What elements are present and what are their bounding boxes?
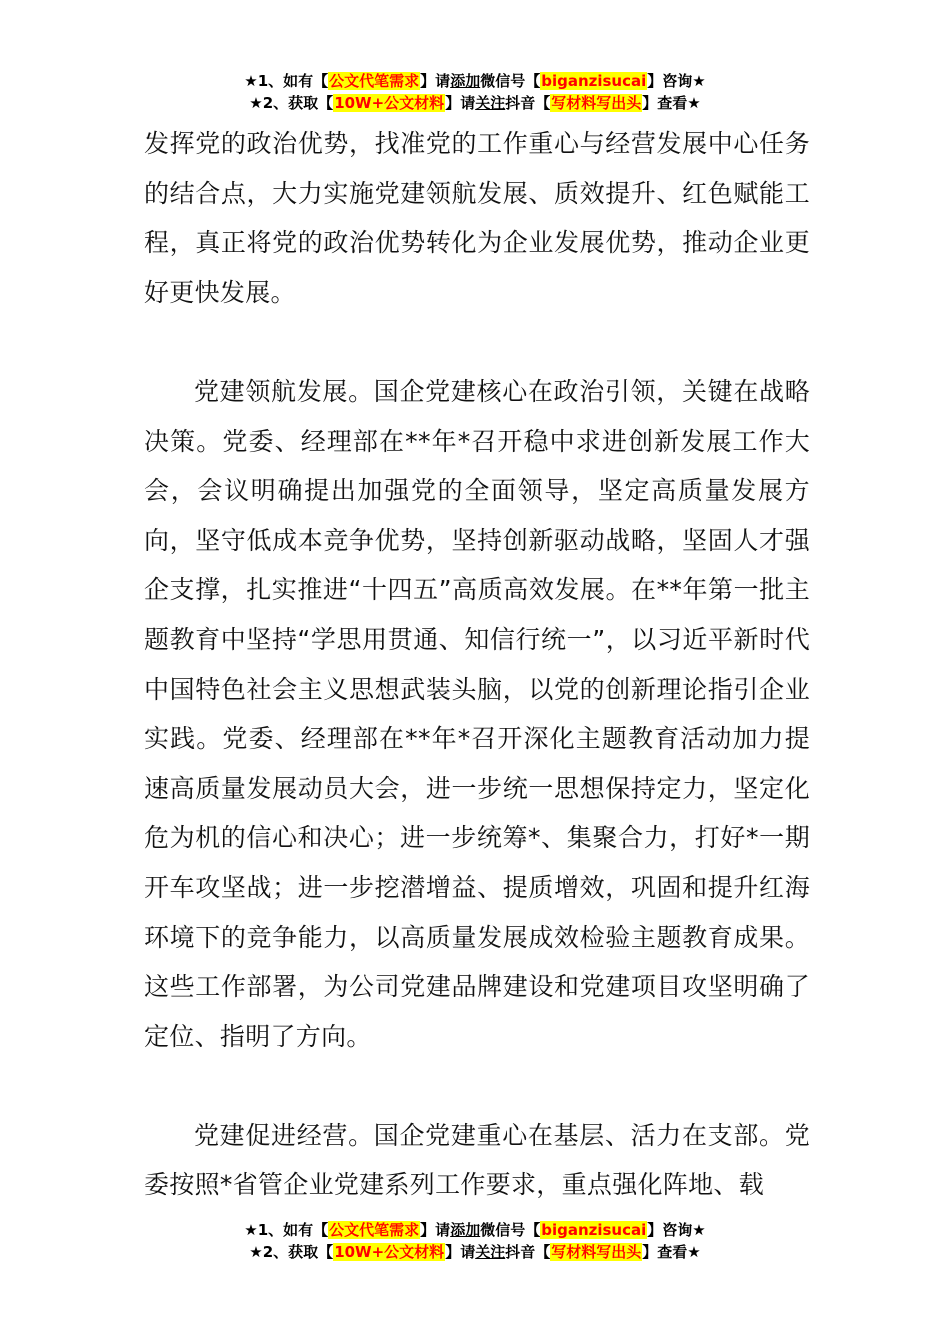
promo-highlight-ghostwriting: 公文代笔需求 xyxy=(329,72,420,90)
paragraph-gap xyxy=(144,1061,810,1111)
promo-line-1: ★1、如有【公文代笔需求】请添加微信号【biganzisucai】咨询★ xyxy=(244,72,706,90)
promo-line-1: ★1、如有【公文代笔需求】请添加微信号【biganzisucai】咨询★ xyxy=(244,1221,706,1239)
top-promo-banner xyxy=(0,70,950,114)
promo-highlight-douyin-id: 写材料写出头 xyxy=(551,94,642,112)
promo-highlight-wechat-id: biganzisucai xyxy=(541,72,647,90)
promo-highlight-wechat-id: biganzisucai xyxy=(541,1221,647,1239)
promo-highlight-materials: 10W+公文材料 xyxy=(334,1243,445,1261)
bottom-promo-banner xyxy=(0,1219,950,1263)
paragraph-gap xyxy=(144,317,810,367)
paragraph-party-leads-development: 党建领航发展。国企党建核心在政治引领，关键在战略决策。党委、经理部在**年*召开稳中求进创新发展工作大会，会议明确提出加强党的全面领导，坚定高质量发展方向，坚守低成本竞争优势，坚持创新驱动战略，坚固人才强企支撑，扎实推进“十四五”高质高效发展。在**年第一批主题教育中坚持“学思用贯通、知信行统一”，以习近平新时代中国特色社会主义思想武装头脑，以党的创新理论指引企业实践。党委、经理部在**年*召开深化主题教育活动加力提速高质量发展动员大会，进一步统一思想保持定力，坚定化危为机的信心和决心；进一步统筹*、集聚合力，打好*一期开车攻坚战；进一步挖潜增益、提质增效，巩固和提升红海环境下的竞争能力，以高质量发展成效检验主题教育成果。这些工作部署，为公司党建品牌建设和党建项目攻坚明确了定位、指明了方向。 xyxy=(144,376,810,1051)
promo-highlight-douyin-id: 写材料写出头 xyxy=(551,1243,642,1261)
promo-highlight-ghostwriting: 公文代笔需求 xyxy=(329,1221,420,1239)
promo-line-2: ★2、获取【10W+公文材料】请关注抖音【写材料写出头】查看★ xyxy=(249,94,701,112)
paragraph-party-promotes-operations: 党建促进经营。国企党建重心在基层、活力在支部。党委按照*省管企业党建系列工作要求，重点强化阵地、载 xyxy=(144,1120,810,1200)
promo-highlight-materials: 10W+公文材料 xyxy=(334,94,445,112)
document-body xyxy=(144,119,810,1210)
paragraph-continuation: 发挥党的政治优势，找准党的工作重心与经营发展中心任务的结合点，大力实施党建领航发展、质效提升、红色赋能工程，真正将党的政治优势转化为企业发展优势，推动企业更好更快发展。 xyxy=(144,129,810,307)
promo-line-2: ★2、获取【10W+公文材料】请关注抖音【写材料写出头】查看★ xyxy=(249,1243,701,1261)
